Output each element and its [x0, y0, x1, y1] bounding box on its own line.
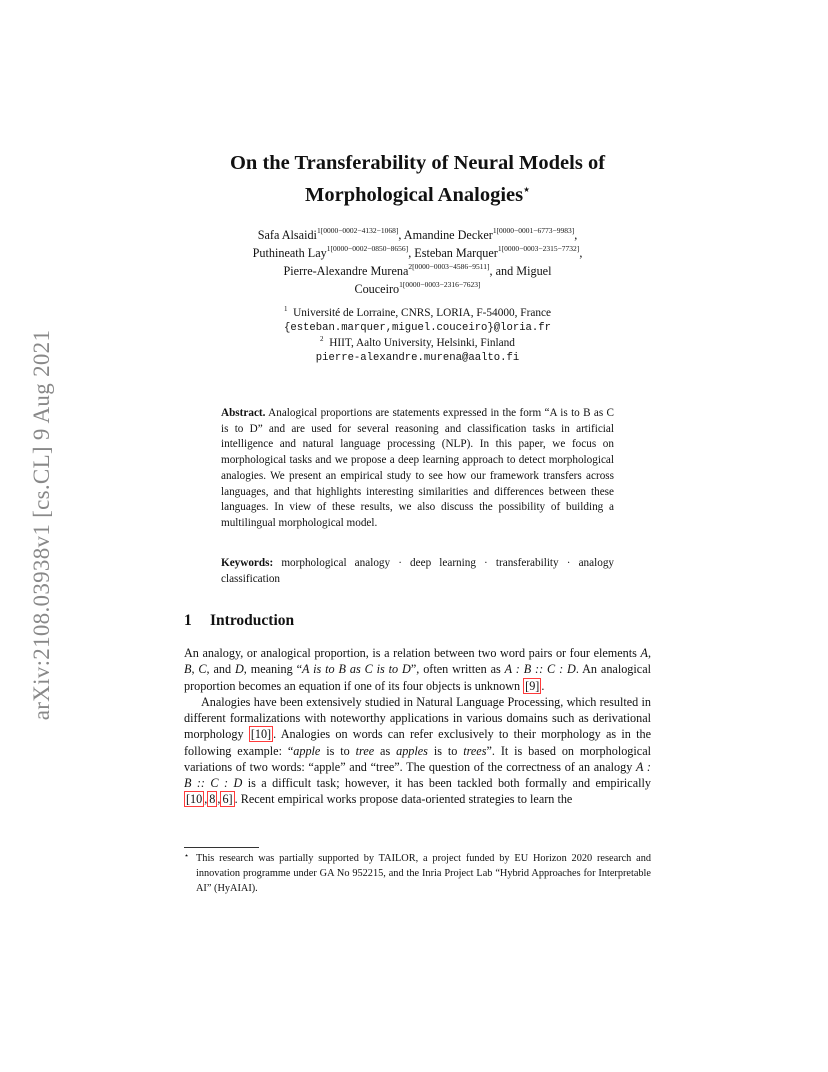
introduction-body: [184, 645, 651, 808]
author-list: [184, 226, 651, 298]
email-2[interactable]: pierre-alexandre.murena@aalto.fi: [315, 352, 520, 364]
abstract-text: Analogical proportions are statements expressed in the form “A is to B as C is to D” and are used for several reasoning and classification tasks in artificial intelligence and natural language processing (NLP). In this paper, we focus on morphological tasks and we propose a deep learning approach to detect morphological analogies. We present an empirical study to see how our framework transfers across languages, and that highlights interesting similarities and differences between these languages. In view of these results, we also discuss the possibility of building a multilingual morphological model.: [221, 407, 615, 529]
abstract-label: Abstract.: [221, 407, 266, 419]
section-heading: [184, 612, 294, 630]
abstract: [221, 406, 614, 532]
citation-link[interactable]: 8: [209, 792, 216, 807]
author-line-4: Couceiro$^{1[0000-0003-2316-7623]}$: [354, 280, 481, 296]
paper-title: [184, 150, 651, 209]
title-star-footnote-mark: ⋆: [523, 184, 530, 196]
paragraph-2: Analogies have been extensively studied in Natural Language Processing, which resulted in different formalizations with noteworthy applications in various domains such as derivational morphology [10] . Analogies on words can refer exclusively to their morphology as in the following example: “apple is to tree as apples is to trees”. It is based on morphological variations of two words: “apple” and “tree”. The question of the correctness of an analogy A : B :: C : D is a difficult task; however, it has been tackled both formally and empirically [10 , 8 , 6] . Recent empirical works propose data-oriented strategies to learn the: [184, 694, 651, 807]
footnote: ⋆ This research was partially supported by TAILOR, a project funded by EU Horizon 2020 research and innovation programme under GA No 952215, and the Inria Project Lab “Hybrid Approaches for Interpretable AI” (HyAIAI).: [184, 851, 651, 894]
citation-link[interactable]: [10]: [250, 727, 272, 742]
affiliation-2: $^2$ HIIT, Aalto University, Helsinki, Finland: [320, 335, 515, 349]
author-line-1: Safa Alsaidi$^{1[0000-0002-4132-1068]}$, Amandine Decker$^{1[0000-0001-6773-9983]}$,: [257, 226, 578, 242]
citation-link[interactable]: 6]: [222, 792, 233, 807]
email-1[interactable]: {esteban.marquer,miguel.couceiro}@loria.fr: [283, 322, 551, 334]
section-number: 1: [184, 612, 192, 629]
author-line-3: Pierre-Alexandre Murena$^{2[0000-0003-4586-9511]}$, and Miguel: [283, 262, 552, 278]
affiliation-1: $^1$ Université de Lorraine, CNRS, LORIA, F-54000, France: [283, 305, 552, 319]
author-line-2: Puthineath Lay$^{1[0000-0002-0850-8656]}$, Esteban Marquer$^{1[0000-0003-2315-7732]}$,: [252, 244, 583, 260]
arxiv-sidebar: [22, 290, 62, 760]
keywords-label: Keywords:: [221, 557, 274, 569]
section-title: Introduction: [210, 612, 295, 629]
arxiv-id: arXiv:2108.03938v1 [cs.CL] 9 Aug 2021: [29, 329, 54, 721]
title-line-2: Morphological Analogies⋆: [305, 183, 530, 206]
title-line-1: On the Transferability of Neural Models of: [229, 152, 606, 174]
paragraph-1: An analogy, or analogical proportion, is a relation between two word pairs or four elements A, B, C, and D, meaning “A is to B as C is to D”, often written as A : B :: C : D. An analogical proportion becomes an equation if one of its four objects is unknown [9] .: [184, 646, 651, 693]
citation-link[interactable]: [10: [186, 792, 203, 807]
footnote-rule: [184, 847, 259, 848]
footnote-text: This research was partially supported by TAILOR, a project funded by EU Horizon 2020 research and innovation programme under GA No 952215, and the Inria Project Lab “Hybrid Approaches for Interpretable AI” (HyAIAI).: [196, 853, 651, 894]
keywords: [221, 556, 614, 587]
keywords-text: morphological analogy · deep learning · transferability · analogy classification: [221, 557, 615, 585]
affiliations: [184, 306, 651, 366]
citation-link[interactable]: [9]: [525, 678, 540, 693]
